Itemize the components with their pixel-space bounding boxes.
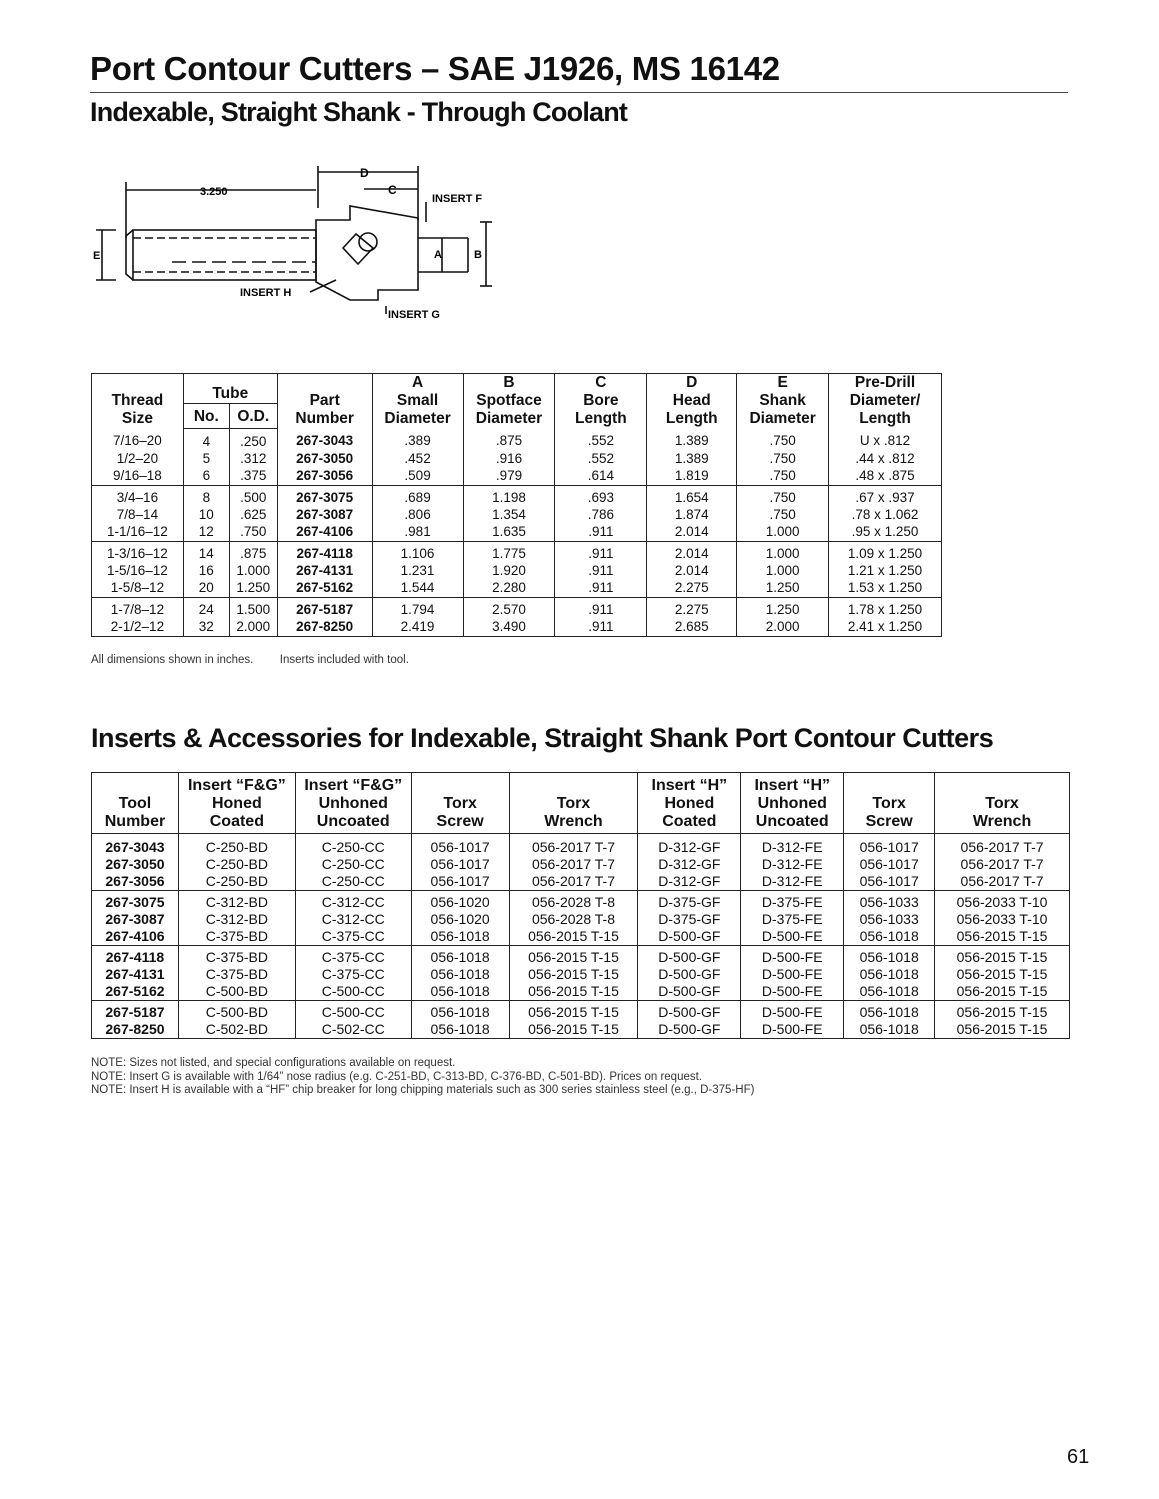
- spec-cell: .452: [372, 450, 463, 467]
- spec-cell: 1.231: [372, 562, 463, 579]
- inserts-cell: C-312-BD: [178, 891, 295, 912]
- inserts-cell: C-502-CC: [295, 1021, 411, 1039]
- spec-cell: U x .812: [829, 428, 942, 450]
- inserts-cell: 056-1018: [844, 966, 935, 983]
- inserts-cell: D-500-FE: [741, 1001, 844, 1022]
- inserts-row: [92, 834, 1070, 857]
- inserts-cell: 056-2015 T-15: [509, 928, 638, 946]
- spec-cell: 267-4106: [277, 523, 372, 542]
- inserts-accessories-table: [91, 772, 1070, 1039]
- inserts-header: Torx Screw: [844, 773, 935, 834]
- spec-cell: 1.794: [372, 597, 463, 618]
- spec-cell: .911: [555, 618, 647, 637]
- inserts-cell: C-250-BD: [178, 856, 295, 873]
- inserts-cell: D-500-GF: [638, 1021, 741, 1039]
- inserts-cell: C-250-BD: [178, 873, 295, 891]
- inserts-cell: 056-2017 T-7: [509, 873, 638, 891]
- inserts-cell: C-250-BD: [178, 834, 295, 857]
- inserts-cell: D-312-FE: [741, 834, 844, 857]
- inserts-cell: 056-1017: [844, 873, 935, 891]
- spec-cell: 267-4131: [277, 562, 372, 579]
- spec-cell: 8: [183, 485, 229, 506]
- spec-cell: .911: [555, 597, 647, 618]
- inserts-cell: 056-1017: [411, 856, 509, 873]
- spec-cell: 2-1/2–12: [92, 618, 184, 637]
- inserts-cell: 267-4131: [92, 966, 179, 983]
- inserts-cell: 056-2015 T-15: [935, 1001, 1070, 1022]
- spec-cell: 1.500: [229, 597, 277, 618]
- spec-row: [92, 579, 942, 598]
- inserts-row: [92, 966, 1070, 983]
- inserts-cell: D-312-FE: [741, 856, 844, 873]
- inserts-cell: 056-2033 T-10: [935, 911, 1070, 928]
- inserts-cell: C-375-CC: [295, 946, 411, 967]
- spec-row: [92, 541, 942, 562]
- spec-cell: 2.41 x 1.250: [829, 618, 942, 637]
- inserts-cell: 056-1017: [844, 856, 935, 873]
- spec-cell: 24: [183, 597, 229, 618]
- spec-cell: .509: [372, 467, 463, 486]
- inserts-header: Torx Wrench: [509, 773, 638, 834]
- inserts-cell: 056-2015 T-15: [509, 1021, 638, 1039]
- spec-row: [92, 467, 942, 486]
- spec-cell: .44 x .812: [829, 450, 942, 467]
- inserts-cell: C-250-CC: [295, 856, 411, 873]
- inserts-header: Insert “F&G” Unhoned Uncoated: [295, 773, 411, 834]
- inserts-cell: D-375-FE: [741, 911, 844, 928]
- dim-label-e: E: [93, 250, 101, 262]
- spec-cell: .911: [555, 579, 647, 598]
- inserts-cell: 056-2015 T-15: [935, 966, 1070, 983]
- spec-cell: 267-3087: [277, 506, 372, 523]
- spec-cell: .750: [737, 506, 829, 523]
- inserts-cell: C-375-CC: [295, 928, 411, 946]
- inserts-cell: C-502-BD: [178, 1021, 295, 1039]
- spec-cell: 2.280: [463, 579, 555, 598]
- inserts-cell: D-375-GF: [638, 891, 741, 912]
- inserts-cell: 056-2015 T-15: [509, 1001, 638, 1022]
- spec-cell: .750: [737, 450, 829, 467]
- spec-cell: 267-3056: [277, 467, 372, 486]
- inserts-cell: 056-1018: [844, 1001, 935, 1022]
- dim-label-b: B: [474, 249, 482, 261]
- inserts-cell: C-250-CC: [295, 834, 411, 857]
- spec-cell: .78 x 1.062: [829, 506, 942, 523]
- inserts-cell: C-375-CC: [295, 966, 411, 983]
- inserts-cell: 267-3075: [92, 891, 179, 912]
- spec-cell: .750: [737, 467, 829, 486]
- spec-cell: 2.014: [647, 541, 737, 562]
- inserts-cell: D-500-FE: [741, 928, 844, 946]
- inserts-header: Torx Wrench: [935, 773, 1070, 834]
- inserts-header: Insert “F&G” Honed Coated: [178, 773, 295, 834]
- header-e-shank-diameter: E Shank Diameter: [737, 374, 829, 429]
- spec-cell: 6: [183, 467, 229, 486]
- spec-cell: .552: [555, 428, 647, 450]
- inserts-cell: 056-2033 T-10: [935, 891, 1070, 912]
- inserts-cell: 056-1018: [411, 928, 509, 946]
- spec-cell: .981: [372, 523, 463, 542]
- header-c-bore-length: C Bore Length: [555, 374, 647, 429]
- head: [316, 206, 418, 300]
- spec-cell: 2.685: [647, 618, 737, 637]
- inserts-cell: D-500-GF: [638, 946, 741, 967]
- inserts-row: [92, 1001, 1070, 1022]
- spec-cell: 1.000: [229, 562, 277, 579]
- spec-cell: .48 x .875: [829, 467, 942, 486]
- spec-cell: 12: [183, 523, 229, 542]
- inserts-cell: 267-3087: [92, 911, 179, 928]
- inserts-cell: D-500-GF: [638, 966, 741, 983]
- dim-label-a: A: [434, 249, 442, 261]
- inserts-cell: 267-5162: [92, 983, 179, 1001]
- inserts-cell: C-312-CC: [295, 891, 411, 912]
- footnote-inserts: Inserts included with tool.: [279, 654, 409, 666]
- inserts-cell: D-500-GF: [638, 928, 741, 946]
- inserts-cell: 056-1020: [411, 891, 509, 912]
- inserts-cell: D-500-FE: [741, 966, 844, 983]
- spec-cell: 1.21 x 1.250: [829, 562, 942, 579]
- spec-cell: .916: [463, 450, 555, 467]
- spec-cell: 2.275: [647, 579, 737, 598]
- inserts-cell: C-250-CC: [295, 873, 411, 891]
- inserts-cell: D-312-GF: [638, 873, 741, 891]
- inserts-cell: 056-2017 T-7: [935, 856, 1070, 873]
- spec-cell: .312: [229, 450, 277, 467]
- inserts-cell: 056-1033: [844, 911, 935, 928]
- inserts-cell: 056-1018: [844, 928, 935, 946]
- inserts-cell: C-312-BD: [178, 911, 295, 928]
- spec-cell: .95 x 1.250: [829, 523, 942, 542]
- inserts-cell: D-375-GF: [638, 911, 741, 928]
- spec-cell: .614: [555, 467, 647, 486]
- spec-cell: 1.000: [737, 523, 829, 542]
- inserts-cell: 056-1018: [844, 983, 935, 1001]
- inserts-cell: C-500-CC: [295, 983, 411, 1001]
- insert-f-screw: [359, 233, 377, 251]
- inserts-row: [92, 856, 1070, 873]
- inserts-header: Insert “H” Honed Coated: [638, 773, 741, 834]
- spec-cell: .500: [229, 485, 277, 506]
- header-b-spotface-diameter: B Spotface Diameter: [463, 374, 555, 429]
- inserts-cell: D-312-GF: [638, 834, 741, 857]
- spec-cell: .375: [229, 467, 277, 486]
- dim-label-shank: 3.250: [200, 186, 228, 198]
- inserts-cell: 267-3056: [92, 873, 179, 891]
- spec-cell: 1.000: [737, 562, 829, 579]
- inserts-cell: 056-2017 T-7: [509, 856, 638, 873]
- inserts-cell: C-375-BD: [178, 946, 295, 967]
- inserts-cell: 056-2028 T-8: [509, 911, 638, 928]
- spec-cell: .875: [463, 428, 555, 450]
- spec-cell: 2.275: [647, 597, 737, 618]
- inserts-cell: 056-2017 T-7: [935, 873, 1070, 891]
- inserts-cell: 267-4118: [92, 946, 179, 967]
- spec-cell: .693: [555, 485, 647, 506]
- spec-cell: .552: [555, 450, 647, 467]
- inserts-cell: 056-2015 T-15: [935, 983, 1070, 1001]
- footnote-dimensions: All dimensions shown in inches.: [91, 654, 254, 666]
- spec-cell: 267-8250: [277, 618, 372, 637]
- spec-cell: 1.654: [647, 485, 737, 506]
- inserts-cell: 267-4106: [92, 928, 179, 946]
- spec-cell: 1.250: [737, 597, 829, 618]
- inserts-cell: D-500-FE: [741, 983, 844, 1001]
- header-d-head-length: D Head Length: [647, 374, 737, 429]
- spec-cell: 2.014: [647, 562, 737, 579]
- inserts-cell: 056-2015 T-15: [935, 1021, 1070, 1039]
- spec-cell: 1.000: [737, 541, 829, 562]
- spec-cell: 1.389: [647, 450, 737, 467]
- note-sizes: NOTE: Sizes not listed, and special configurations available on request.: [91, 1057, 456, 1069]
- inserts-cell: 267-3043: [92, 834, 179, 857]
- spec-cell: 1.635: [463, 523, 555, 542]
- spec-row: [92, 562, 942, 579]
- spec-cell: 1.09 x 1.250: [829, 541, 942, 562]
- page-subtitle: Indexable, Straight Shank - Through Coolant: [90, 97, 628, 127]
- inserts-header: Insert “H” Unhoned Uncoated: [741, 773, 844, 834]
- spec-cell: 1.354: [463, 506, 555, 523]
- spec-cell: 20: [183, 579, 229, 598]
- inserts-cell: 056-1018: [844, 946, 935, 967]
- inserts-cell: D-375-FE: [741, 891, 844, 912]
- spec-cell: 9/16–18: [92, 467, 184, 486]
- note-insert-g: NOTE: Insert G is available with 1/64” nose radius (e.g. C-251-BD, C-313-BD, C-376-BD, C-501-BD). Prices on request.: [91, 1070, 703, 1083]
- spec-cell: .979: [463, 467, 555, 486]
- spec-cell: .750: [737, 485, 829, 506]
- spec-cell: .689: [372, 485, 463, 506]
- spec-cell: 32: [183, 618, 229, 637]
- inserts-cell: 056-2015 T-15: [935, 946, 1070, 967]
- inserts-cell: D-500-FE: [741, 1021, 844, 1039]
- spec-row: [92, 506, 942, 523]
- header-predrill: Pre-Drill Diameter/ Length: [829, 374, 942, 429]
- spec-cell: 2.570: [463, 597, 555, 618]
- header-part-number: Part Number: [277, 374, 372, 429]
- spec-cell: 7/8–14: [92, 506, 184, 523]
- spec-cell: 5: [183, 450, 229, 467]
- insert-g-label: INSERT G: [388, 309, 440, 321]
- spec-cell: .911: [555, 541, 647, 562]
- inserts-cell: C-500-BD: [178, 983, 295, 1001]
- spec-row: [92, 618, 942, 637]
- spec-cell: 267-3050: [277, 450, 372, 467]
- inserts-cell: D-500-GF: [638, 1001, 741, 1022]
- spec-cell: 1-3/16–12: [92, 541, 184, 562]
- inserts-cell: 056-1018: [411, 946, 509, 967]
- spec-cell: .911: [555, 523, 647, 542]
- inserts-cell: 056-2015 T-15: [509, 946, 638, 967]
- spec-cell: .750: [229, 523, 277, 542]
- inserts-cell: 056-2028 T-8: [509, 891, 638, 912]
- page-number: 61: [1067, 1446, 1090, 1468]
- inserts-row: [92, 891, 1070, 912]
- inserts-cell: 267-8250: [92, 1021, 179, 1039]
- spec-cell: 1.78 x 1.250: [829, 597, 942, 618]
- dim-label-d: D: [360, 166, 369, 180]
- inserts-cell: C-375-BD: [178, 928, 295, 946]
- note-insert-h: NOTE: Insert H is available with a “HF” chip breaker for long chipping materials such as 300 series stainless steel (e.g., D-375-HF): [91, 1084, 755, 1096]
- inserts-cell: 056-1020: [411, 911, 509, 928]
- inserts-cell: C-500-CC: [295, 1001, 411, 1022]
- inserts-cell: D-312-GF: [638, 856, 741, 873]
- spec-cell: 2.419: [372, 618, 463, 637]
- spec-cell: 2.014: [647, 523, 737, 542]
- spec-cell: 4: [183, 428, 229, 450]
- spec-cell: 14: [183, 541, 229, 562]
- spec-cell: 3.490: [463, 618, 555, 637]
- inserts-cell: 056-2015 T-15: [509, 966, 638, 983]
- spec-row: [92, 597, 942, 618]
- spec-row: [92, 523, 942, 542]
- inserts-cell: D-500-GF: [638, 983, 741, 1001]
- header-tube-od: O.D.: [229, 403, 277, 428]
- inserts-cell: 267-3050: [92, 856, 179, 873]
- spec-cell: 3/4–16: [92, 485, 184, 506]
- spec-cell: .389: [372, 428, 463, 450]
- inserts-cell: 056-2015 T-15: [935, 928, 1070, 946]
- spec-cell: 1.250: [737, 579, 829, 598]
- spec-cell: .911: [555, 562, 647, 579]
- spec-cell: .806: [372, 506, 463, 523]
- spec-row: [92, 450, 942, 467]
- spec-cell: 16: [183, 562, 229, 579]
- page-title: Port Contour Cutters – SAE J1926, MS 16142: [90, 50, 780, 87]
- spec-cell: 2.000: [737, 618, 829, 637]
- spec-row: [92, 428, 942, 450]
- spec-cell: 267-3075: [277, 485, 372, 506]
- inserts-cell: C-500-BD: [178, 1001, 295, 1022]
- spec-cell: 1.250: [229, 579, 277, 598]
- inserts-cell: 267-5187: [92, 1001, 179, 1022]
- insert-h-label: INSERT H: [240, 287, 292, 299]
- spec-cell: 1.874: [647, 506, 737, 523]
- spec-cell: .750: [737, 428, 829, 450]
- header-thread-size: Thread Size: [92, 374, 184, 429]
- spec-cell: 1.106: [372, 541, 463, 562]
- inserts-cell: 056-1018: [411, 1001, 509, 1022]
- inserts-cell: 056-2017 T-7: [935, 834, 1070, 857]
- spec-cell: 1-1/16–12: [92, 523, 184, 542]
- spec-cell: 1-7/8–12: [92, 597, 184, 618]
- inserts-cell: 056-1017: [844, 834, 935, 857]
- header-a-small-diameter: A Small Diameter: [372, 374, 463, 429]
- inserts-cell: D-312-FE: [741, 873, 844, 891]
- spec-cell: 1.53 x 1.250: [829, 579, 942, 598]
- title-rule: [90, 92, 1068, 93]
- port-contour-spec-table: [91, 373, 942, 637]
- spec-cell: 1-5/8–12: [92, 579, 184, 598]
- header-tube-no: No.: [183, 403, 229, 428]
- inserts-cell: 056-1033: [844, 891, 935, 912]
- spec-cell: 267-5187: [277, 597, 372, 618]
- notes: [91, 1057, 754, 1098]
- inserts-cell: C-375-BD: [178, 966, 295, 983]
- inserts-cell: 056-1018: [844, 1021, 935, 1039]
- spec-footnote: [91, 654, 409, 666]
- spec-cell: 1/2–20: [92, 450, 184, 467]
- spec-cell: 2.000: [229, 618, 277, 637]
- spec-cell: 1-5/16–12: [92, 562, 184, 579]
- header-tube: Tube: [183, 374, 277, 404]
- spec-cell: 267-4118: [277, 541, 372, 562]
- spec-cell: .786: [555, 506, 647, 523]
- spec-cell: 1.819: [647, 467, 737, 486]
- inserts-cell: 056-2015 T-15: [509, 983, 638, 1001]
- inserts-cell: 056-1018: [411, 1021, 509, 1039]
- spec-cell: 7/16–20: [92, 428, 184, 450]
- inserts-header: Tool Number: [92, 773, 179, 834]
- spec-row: [92, 485, 942, 506]
- inserts-row: [92, 946, 1070, 967]
- inserts-header: Torx Screw: [411, 773, 509, 834]
- inserts-cell: 056-1017: [411, 834, 509, 857]
- dim-label-c: C: [388, 183, 397, 197]
- spec-cell: 1.544: [372, 579, 463, 598]
- spec-cell: .250: [229, 428, 277, 450]
- inserts-cell: C-312-CC: [295, 911, 411, 928]
- inserts-row: [92, 911, 1070, 928]
- inserts-row: [92, 928, 1070, 946]
- inserts-cell: 056-1017: [411, 873, 509, 891]
- insert-f-label: INSERT F: [432, 193, 483, 205]
- inserts-row: [92, 873, 1070, 891]
- spec-cell: 267-5162: [277, 579, 372, 598]
- spec-cell: 1.389: [647, 428, 737, 450]
- spec-cell: 267-3043: [277, 428, 372, 450]
- inserts-row: [92, 983, 1070, 1001]
- spec-cell: 1.920: [463, 562, 555, 579]
- spec-cell: .625: [229, 506, 277, 523]
- cutter-diagram: [88, 160, 508, 330]
- spec-cell: .67 x .937: [829, 485, 942, 506]
- inserts-row: [92, 1021, 1070, 1039]
- spec-cell: 1.198: [463, 485, 555, 506]
- spec-cell: 10: [183, 506, 229, 523]
- inserts-cell: D-500-FE: [741, 946, 844, 967]
- spec-cell: .875: [229, 541, 277, 562]
- spec-cell: 1.775: [463, 541, 555, 562]
- inserts-cell: 056-2017 T-7: [509, 834, 638, 857]
- inserts-cell: 056-1018: [411, 966, 509, 983]
- inserts-section-title: Inserts & Accessories for Indexable, Straight Shank Port Contour Cutters: [91, 723, 994, 753]
- inserts-cell: 056-1018: [411, 983, 509, 1001]
